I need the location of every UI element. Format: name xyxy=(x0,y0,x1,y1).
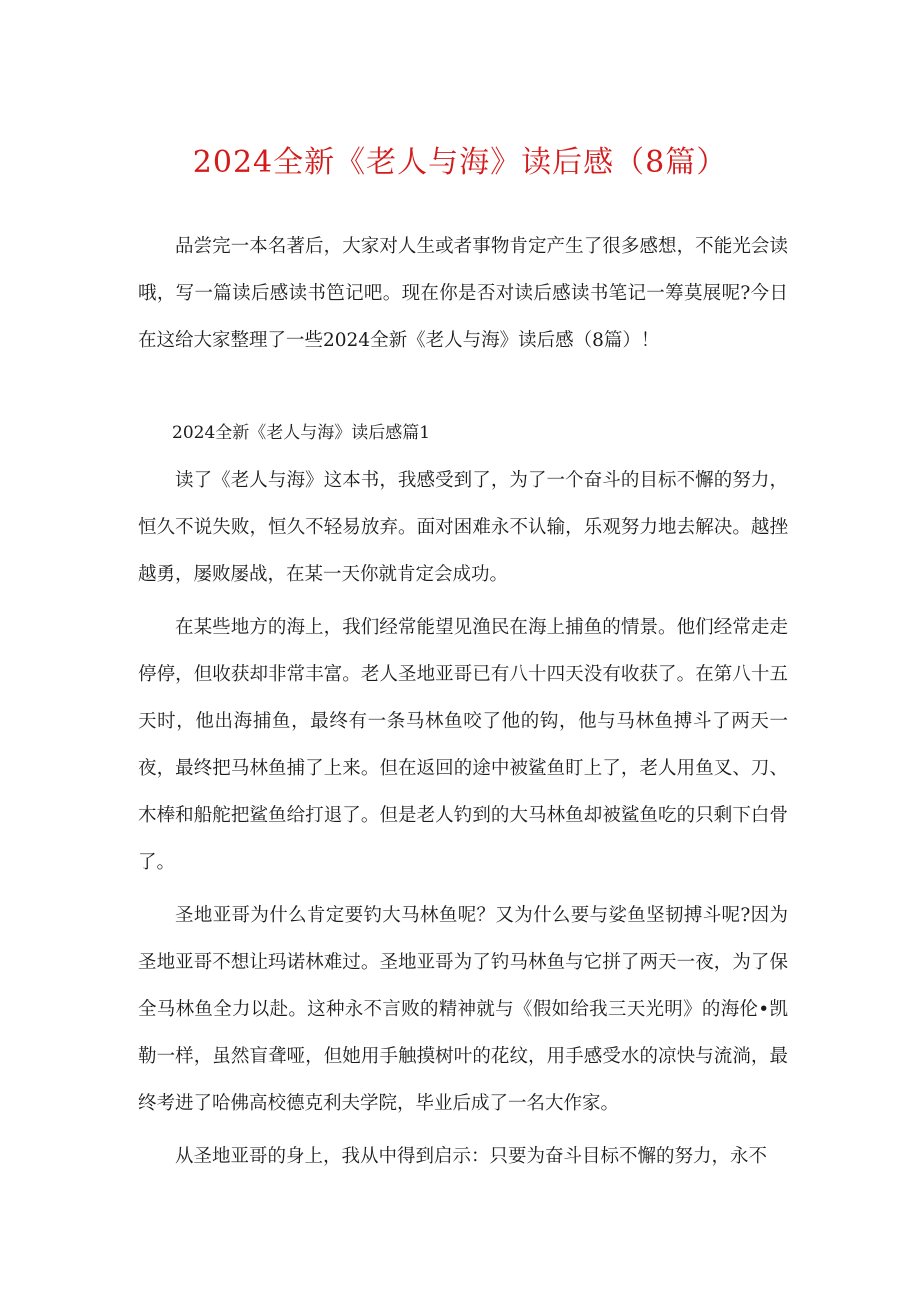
essay-paragraph: 在某些地方的海上，我们经常能望见渔民在海上捕鱼的情景。他们经常走走停停，但收获却非常丰富。老人圣地亚哥已有八十四天没有收获了。在第八十五天时，他出海捕鱼，最终有一条马林鱼咬了他的钩，他与马林鱼搏斗了两天一夜，最终把马林鱼捕了上来。但在返回的途中被鲨鱼盯上了，老人用鱼叉、刀、木棒和船舵把鲨鱼给打退了。但是老人钓到的大马林鱼却被鲨鱼吃的只剩下白骨了。 xyxy=(138,617,788,873)
intro-paragraph: 品尝完一本名著后，大家对人生或者事物肯定产生了很多感想，不能光会读哦，写一篇读后感读书笆记吧。现在你是否对读后感读书笔记一筹莫展呢?今日在这给大家整理了一些2024全新《老人与海》读后感（8篇）！ xyxy=(138,236,788,351)
section-heading: 2024全新《老人与海》读后感篇1 xyxy=(172,423,431,443)
essay-body xyxy=(138,457,788,1180)
essay-paragraph: 读了《老人与海》这本书，我感受到了，为了一个奋斗的目标不懈的努力，恒久不说失败，恒久不轻易放弃。面对困难永不认输，乐观努力地去解决。越挫越勇，屡败屡战，在某一天你就肯定会成功。 xyxy=(138,470,788,585)
document-title: 2024全新《老人与海》读后感（8篇） xyxy=(192,145,728,180)
essay-paragraph: 从圣地亚哥的身上，我从中得到启示：只要为奋斗目标不懈的努力，永不 xyxy=(175,1146,768,1167)
essay-paragraph: 圣地亚哥为什么肯定要钓大马林鱼呢？又为什么要与娑鱼坚韧搏斗呢?因为圣地亚哥不想让玛诺林难过。圣地亚哥为了钓马林鱼与它拼了两天一夜，为了保全马林鱼全力以赴。这种永不言败的精神就与《假如给我三天光明》的海伦•凯勒一样，虽然盲聋哑，但她用手触摸树叶的花纹，用手感受水的凉快与流淌，最终考进了哈佛高校德克利夫学院，毕业后成了一名大作家。 xyxy=(138,905,788,1114)
intro-block xyxy=(138,223,788,364)
